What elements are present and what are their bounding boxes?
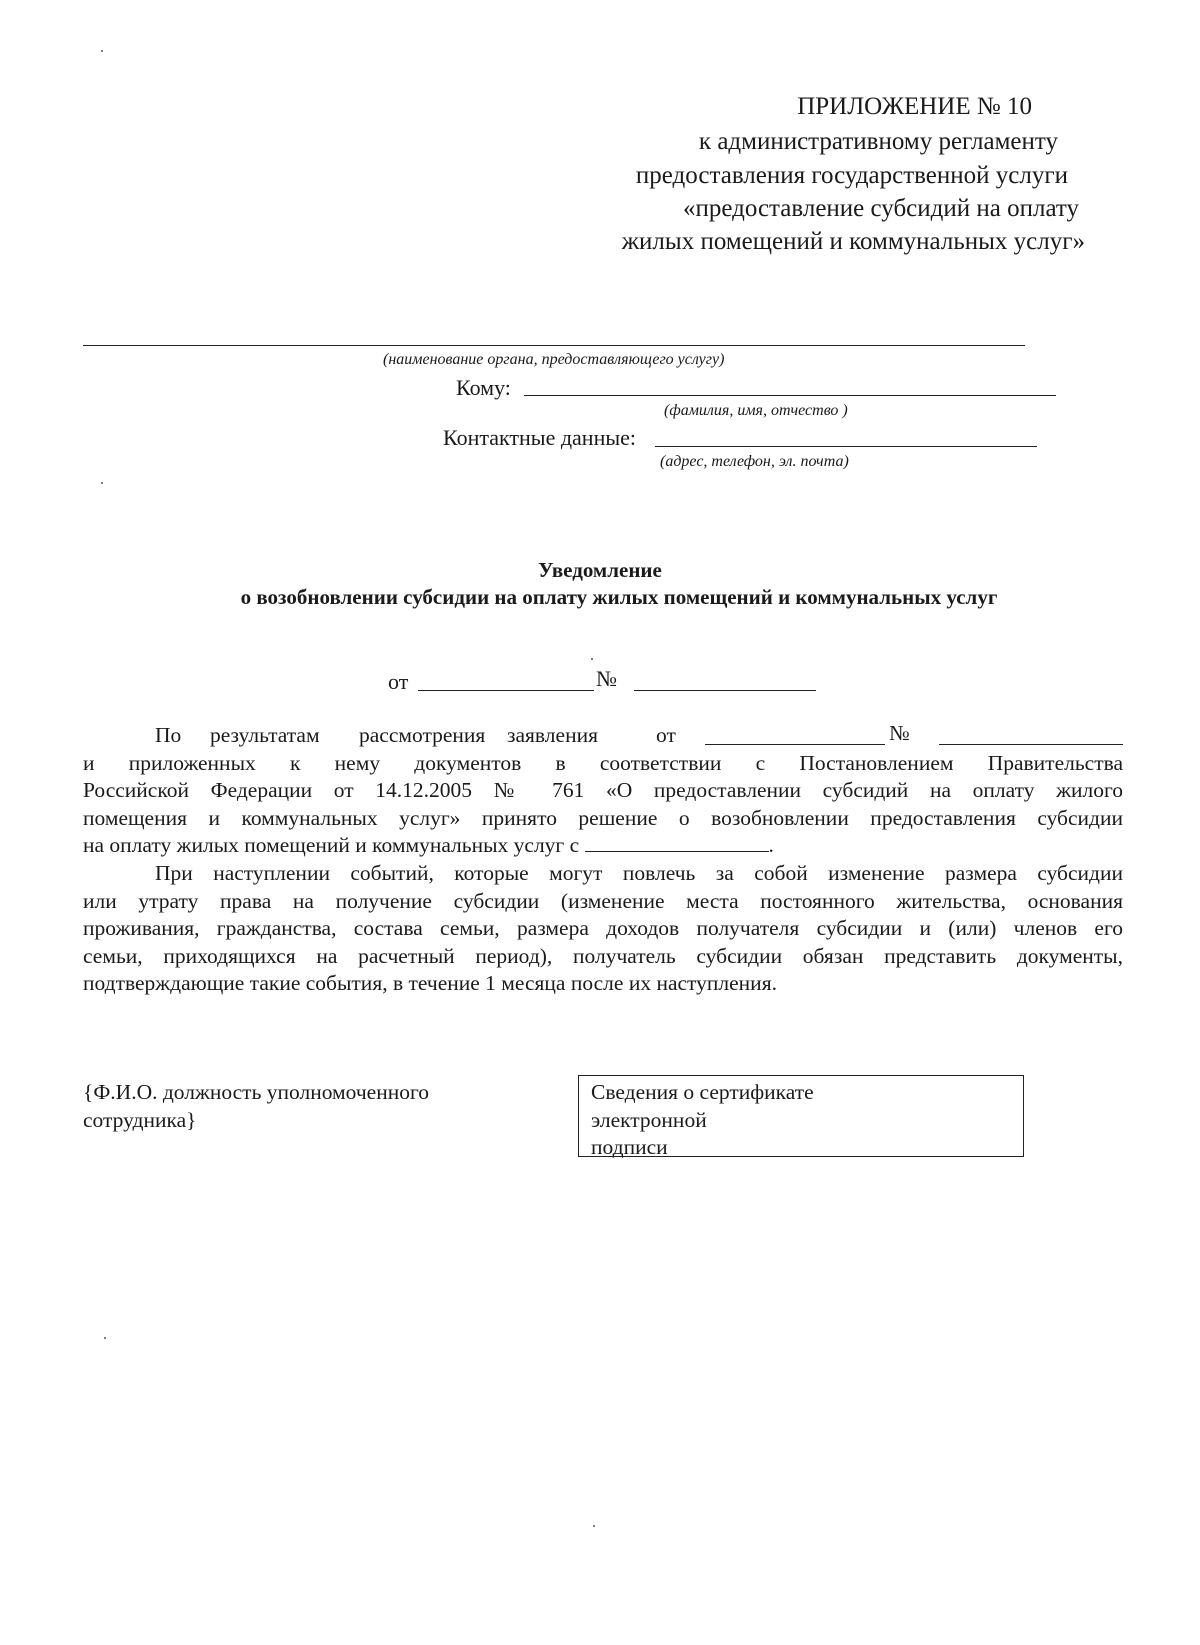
certificate-box <box>578 1075 1024 1157</box>
resume-date-text: на оплату жилых помещений и коммунальных услуг с <box>83 833 580 857</box>
paragraph-1-line-3: Российской Федерации от 14.12.2005 № 761 «О предоставлении субсидий на оплату жилого <box>83 778 1123 802</box>
header-line-2: к административному регламенту <box>698 128 1058 155</box>
paragraph-1-line-5 <box>83 832 1123 860</box>
to-hint: (фамилия, имя, отчество ) <box>664 402 848 419</box>
resume-date-field <box>585 833 769 852</box>
to-label: Кому: <box>456 375 511 400</box>
official-line-1: {Ф.И.О. должность уполномоченного <box>83 1080 430 1104</box>
paragraph-1-line-1 <box>83 722 1123 750</box>
application-date-field <box>705 744 885 745</box>
contact-hint: (адрес, телефон, эл. почта) <box>660 453 849 470</box>
word: заявления <box>507 723 598 747</box>
certificate-line-1: Сведения о сертификате <box>591 1080 814 1104</box>
word: от <box>656 723 676 747</box>
paragraph-1 <box>83 722 1123 860</box>
number-field-line <box>634 690 816 691</box>
scan-speck <box>101 50 103 52</box>
paragraph-2-line-5: подтверждающие такие события, в течение 1 месяца после их наступления. <box>83 971 777 995</box>
paragraph-2-line-1: При наступлении событий, которые могут повлечь за собой изменение размера субсидии <box>155 861 1123 885</box>
paragraph-2-line-3: проживания, гражданства, состава семьи, размера доходов получателя субсидии и (или) членов его <box>83 916 1123 940</box>
scan-speck <box>101 482 103 484</box>
paragraph-2-line-4: семьи, приходящихся на расчетный период), получатель субсидии обязан представить документы, <box>83 943 1123 968</box>
official-signature <box>83 1079 429 1134</box>
scan-speck <box>104 1337 106 1339</box>
header-line-3: предоставления государственной услуги <box>635 162 1068 189</box>
organ-name-line <box>83 345 1025 346</box>
contact-label: Контактные данные: <box>443 425 636 450</box>
paragraph-1-line-2: и приложенных к нему документов в соответствии с Постановлением Правительства <box>83 750 1123 775</box>
scan-speck <box>591 658 593 660</box>
header-line-4: «предоставление субсидий на оплату <box>682 195 1079 222</box>
notice-title: Уведомление <box>538 558 662 582</box>
paragraph-1-line-4: помещения и коммунальных услуг» принято решение о возобновлении предоставления субсидии <box>83 805 1123 830</box>
certificate-line-3: подписи <box>591 1135 668 1159</box>
to-field-line <box>524 395 1056 396</box>
paragraph-2-line-2: или утрату права на получение субсидии (изменение места постоянного жительства, основания <box>83 888 1123 913</box>
number-label: № <box>596 666 617 691</box>
paragraph-2 <box>83 860 1123 998</box>
organ-name-hint: (наименование органа, предоставляющего услугу) <box>383 351 725 368</box>
date-field-line <box>418 690 594 691</box>
date-from-label: от <box>388 669 409 694</box>
word: рассмотрения <box>359 723 486 747</box>
application-number-field <box>939 744 1123 745</box>
scan-speck <box>593 1525 595 1527</box>
appendix-title: ПРИЛОЖЕНИЕ № 10 <box>797 93 1032 120</box>
period: . <box>768 833 774 857</box>
certificate-line-2: электронной <box>591 1107 707 1132</box>
word: По <box>155 723 182 747</box>
contact-field-line <box>655 446 1037 447</box>
word: результатам <box>210 723 320 747</box>
official-line-2: сотрудника} <box>83 1107 197 1132</box>
number-label: № <box>889 721 910 745</box>
notice-subtitle: о возобновлении субсидии на оплату жилых помещений и коммунальных услуг <box>240 585 998 609</box>
header-line-5: жилых помещений и коммунальных услуг» <box>621 228 1085 255</box>
